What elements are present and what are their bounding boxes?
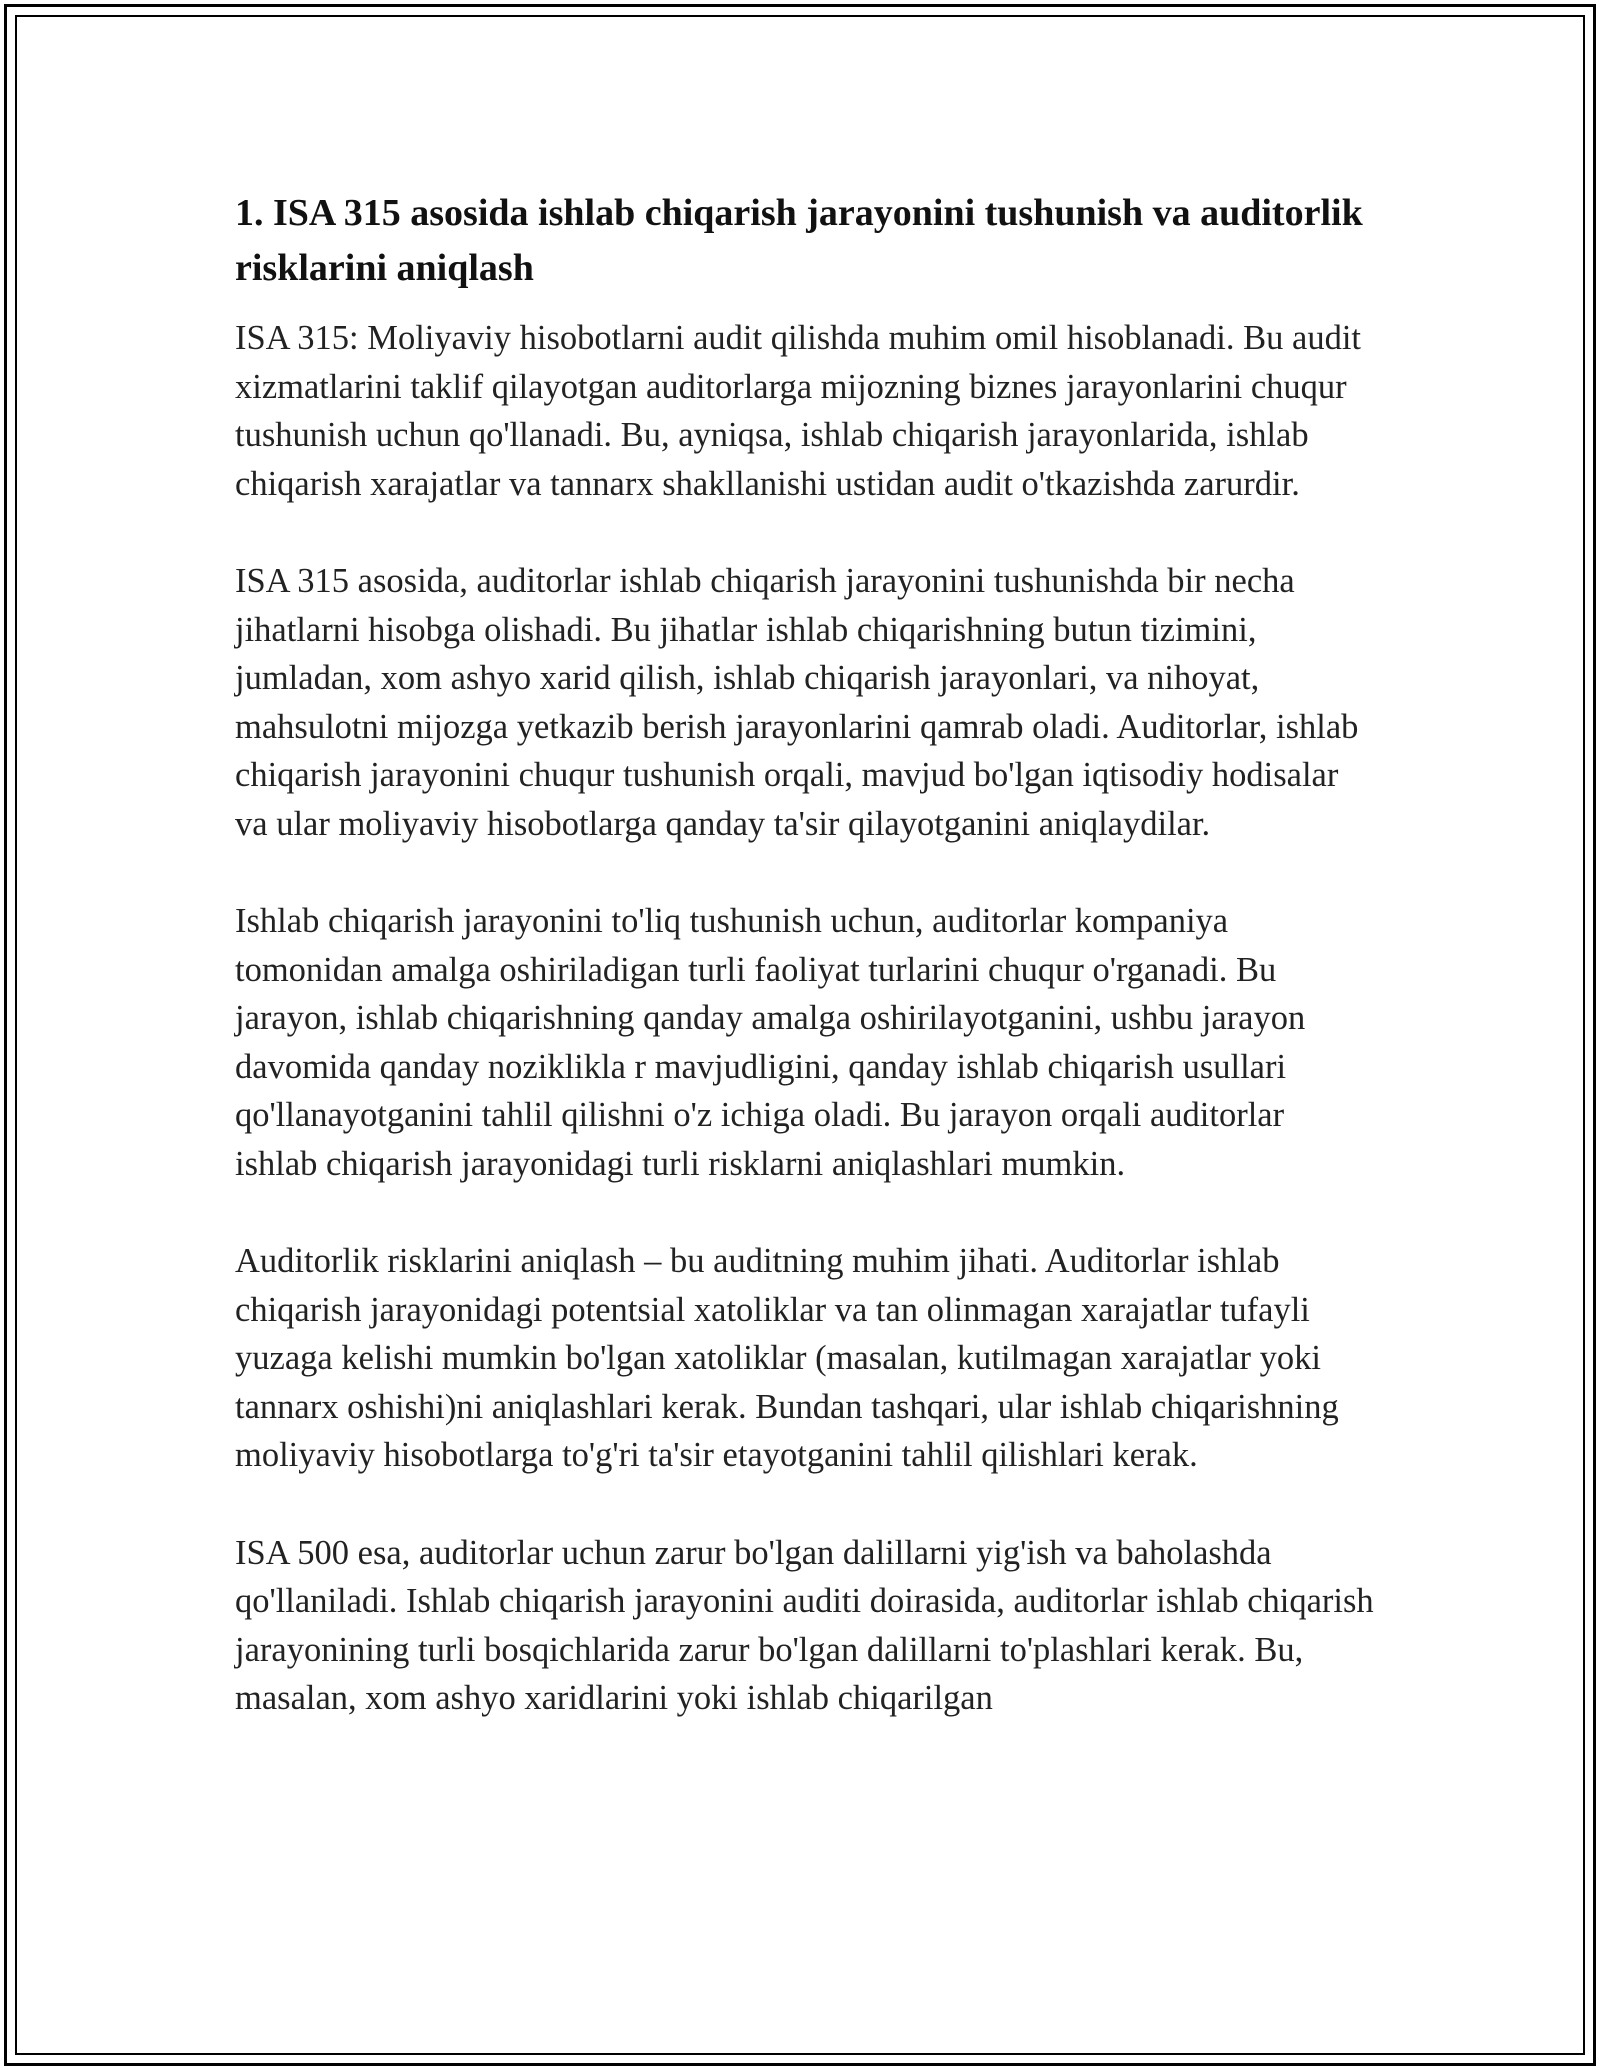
- section-heading: 1. ISA 315 asosida ishlab chiqarish jarayonini tushunish va auditorlik risklarini aniqlash: [235, 192, 1363, 289]
- paragraph-4: Auditorlik risklarini aniqlash – bu auditning muhim jihati. Auditorlar ishlab chiqarish jarayonidagi potentsial xatoliklar va tan olinmagan xarajatlar tufayli yuzaga kelishi mumkin bo'lgan xatoliklar (masalan, kutilmagan xarajatlar yoki tannarx oshishi)ni aniqlashlari kerak. Bundan tashqari, ular ishlab chiqarishning moliyaviy hisobotlarga to'g'ri ta'sir etayotganini tahlil qilishlari kerak.: [235, 1242, 1339, 1474]
- paragraph-5: ISA 500 esa, auditorlar uchun zarur bo'lgan dalillarni yig'ish va baholashda qo'llaniladi. Ishlab chiqarish jarayonini auditi doirasida, auditorlar ishlab chiqarish jarayonining turli bosqichlarida zarur bo'lgan dalillarni to'plashlari kerak. Bu, masalan, xom ashyo xaridlarini yoki ishlab chiqarilgan: [235, 1533, 1374, 1717]
- paragraph-3: Ishlab chiqarish jarayonini to'liq tushunish uchun, auditorlar kompaniya tomonidan amalga oshiriladigan turli faoliyat turlarini chuqur o'rganadi. Bu jarayon, ishlab chiqarishning qanday amalga oshirilayotganini, ushbu jarayon davomida qanday noziklikla r mavjudligini, qanday ishlab chiqarish usullari qo'llanayotganini tahlil qilishni o'z ichiga oladi. Bu jarayon orqali auditorlar ishlab chiqarish jarayonidagi turli risklarni aniqlashlari mumkin.: [235, 902, 1306, 1183]
- paragraph-1: ISA 315: Moliyaviy hisobotlarni audit qilishda muhim omil hisoblanadi. Bu audit xizmatlarini taklif qilayotgan auditorlarga mijozning biznes jarayonlarini chuqur tushunish uchun qo'llanadi. Bu, ayniqsa, ishlab chiqarish jarayonlarida, ishlab chiqarish xarajatlar va tannarx shakllanishi ustidan audit o'tkazishda zarurdir.: [235, 319, 1362, 503]
- document-body: [235, 186, 1375, 1772]
- paragraph-2: ISA 315 asosida, auditorlar ishlab chiqarish jarayonini tushunishda bir necha jihatlarni hisobga olishadi. Bu jihatlar ishlab chiqarishning butun tizimini, jumladan, xom ashyo xarid qilish, ishlab chiqarish jarayonlari, va nihoyat, mahsulotni mijozga yetkazib berish jarayonlarini qamrab oladi. Auditorlar, ishlab chiqarish jarayonini chuqur tushunish orqali, mavjud bo'lgan iqtisodiy hodisalar va ular moliyaviy hisobotlarga qanday ta'sir qilayotganini aniqlaydilar.: [235, 562, 1359, 843]
